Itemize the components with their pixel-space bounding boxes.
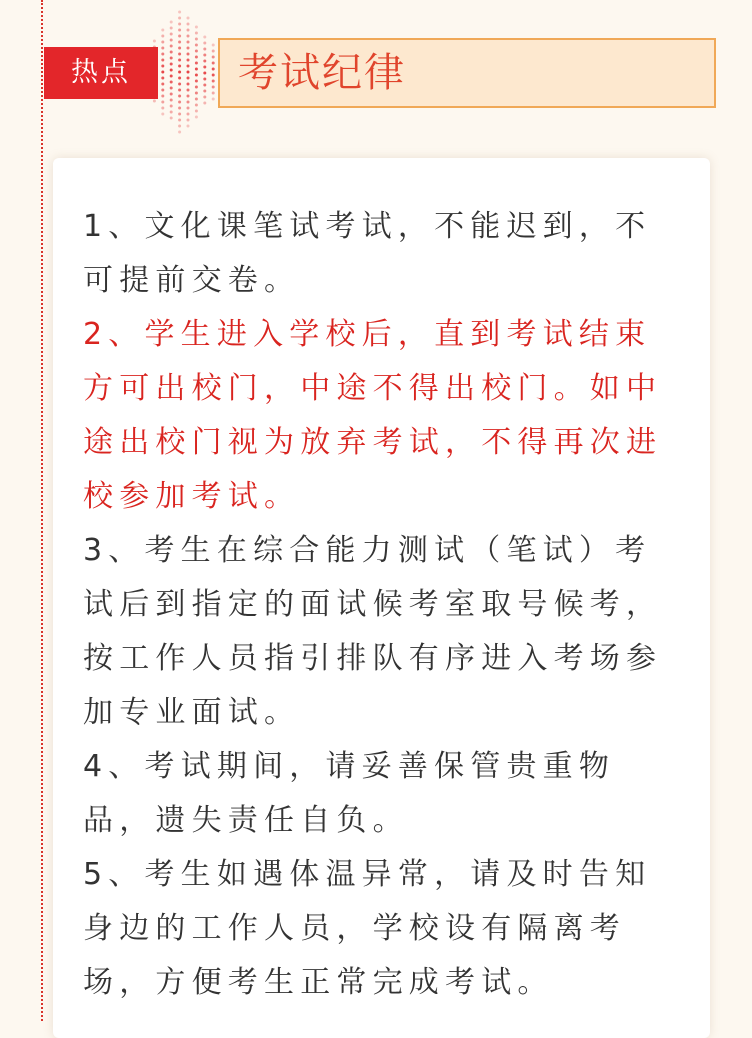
section-title: 考试纪律: [238, 50, 406, 96]
rule-item-5: 5、考生如遇体温异常，请及时告知身边的工作人员，学校设有隔离考场，方便考生正常完成考试。: [83, 857, 652, 1000]
hot-tag-label: 热点: [44, 47, 158, 99]
rule-item-1: 1、文化课笔试考试，不能迟到，不可提前交卷。: [83, 209, 652, 298]
rule-item-4: 4、考试期间，请妥善保管贵重物品，遗失责任自负。: [83, 749, 616, 838]
rules-list: [83, 200, 683, 1010]
dotted-side-line: [41, 0, 43, 1021]
rule-item-3: 3、考生在综合能力测试（笔试）考试后到指定的面试候考室取号候考，按工作人员指引排队有序进入考场参加专业面试。: [83, 533, 663, 730]
rule-item-2-highlighted: 2、学生进入学校后，直到考试结束方可出校门，中途不得出校门。如中途出校门视为放弃考试，不得再次进校参加考试。: [83, 317, 663, 514]
